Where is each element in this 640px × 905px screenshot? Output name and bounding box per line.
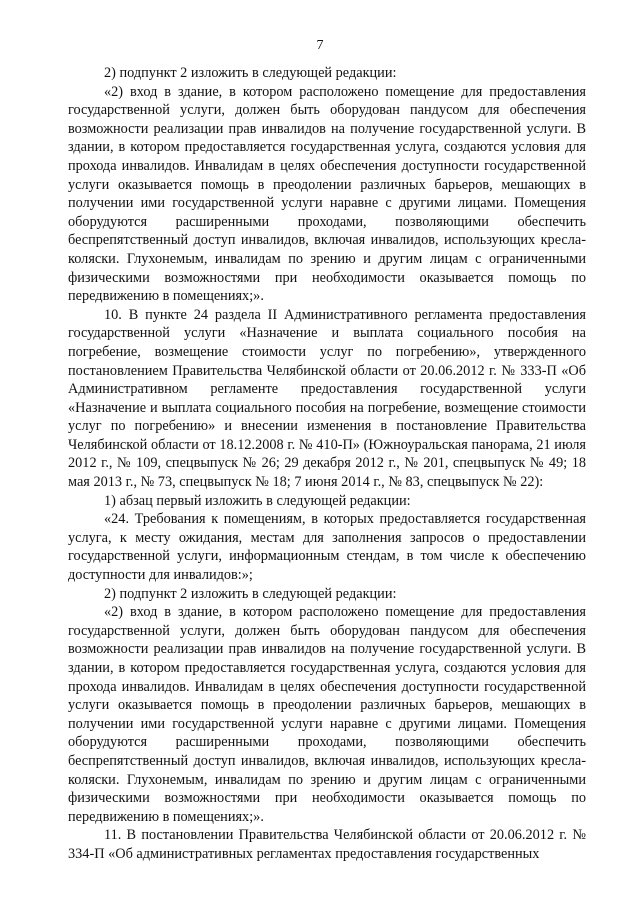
document-body [68, 64, 586, 864]
paragraph-item-24-text: «24. Требования к помещениям, в которых предоставляется государственная услуга, к месту ожидания, местам для заполнения запросов о предоставлении государственной услуги, информационным стендам, в том числе к обеспечению доступности для инвалидов:»; [68, 511, 586, 584]
page-number: 7 [316, 38, 324, 53]
paragraph-subitem-2-heading-second: 2) подпункт 2 изложить в следующей редакции: [104, 585, 397, 602]
paragraph-subitem-1-heading: 1) абзац первый изложить в следующей редакции: [104, 492, 411, 509]
paragraph-subitem-2-text-second: «2) вход в здание, в котором расположено помещение для предоставления государственной услуги, должен быть оборудован пандусом для обеспечения возможности реализации прав инвалидов на получение государственной услуги. В здании, в котором предоставляется государственная услуга, создаются условия для прохода инвалидов. Инвалидам в целях обеспечения доступности государственной услуги оказывается помощь в преодолении различных барьеров, мешающих в получении ими государственной услуги наравне с другими лицами. Помещения оборудуются расширенными проходами, позволяющими обеспечить беспрепятственный доступ инвалидов, включая инвалидов, использующих кресла-коляски. Глухонемым, инвалидам по зрению и другим лицам с ограниченными физическими возможностями при необходимости оказывается помощь по передвижению в помещениях;». [68, 604, 586, 825]
paragraph-item-10: 10. В пункте 24 раздела II Административного регламента предоставления государственной услуги «Назначение и выплата социального пособия на погребение, возмещение стоимости услуг по погребению», утвержденного постановлением Правительства Челябинской области от 20.06.2012 г. № 333-П «Об Административном регламенте предоставления государственной услуги «Назначение и выплата социального пособия на погребение, возмещение стоимости услуг по погребению» и внесении изменения в постановление Правительства Челябинской области от 18.12.2008 г. № 410-П» (Южноуральская панорама, 21 июля 2012 г., № 109, спецвыпуск № 26; 29 декабря 2012 г., № 201, спецвыпуск № 49; 18 мая 2013 г., № 73, спецвыпуск № 18; 7 июня 2014 г., № 83, спецвыпуск № 22): [68, 306, 586, 491]
paragraph-subitem-2-text: «2) вход в здание, в котором расположено помещение для предоставления государственной услуги, должен быть оборудован пандусом для обеспечения возможности реализации прав инвалидов на получение государственной услуги. В здании, в котором предоставляется государственная услуга, создаются условия для прохода инвалидов. Инвалидам в целях обеспечения доступности государственной услуги оказывается помощь в преодолении различных барьеров, мешающих в получении ими государственной услуги наравне с другими лицами. Помещения оборудуются расширенными проходами, позволяющими обеспечить беспрепятственный доступ инвалидов, включая инвалидов, использующих кресла-коляски. Глухонемым, инвалидам по зрению и другим лицам с ограниченными физическими возможностями при необходимости оказывается помощь по передвижению в помещениях;». [68, 83, 586, 305]
paragraph-item-11: 11. В постановлении Правительства Челябинской области от 20.06.2012 г. № 334-П «Об административных регламентах предоставления государственных [68, 827, 586, 862]
paragraph-subitem-2-heading: 2) подпункт 2 изложить в следующей редакции: [104, 65, 397, 81]
